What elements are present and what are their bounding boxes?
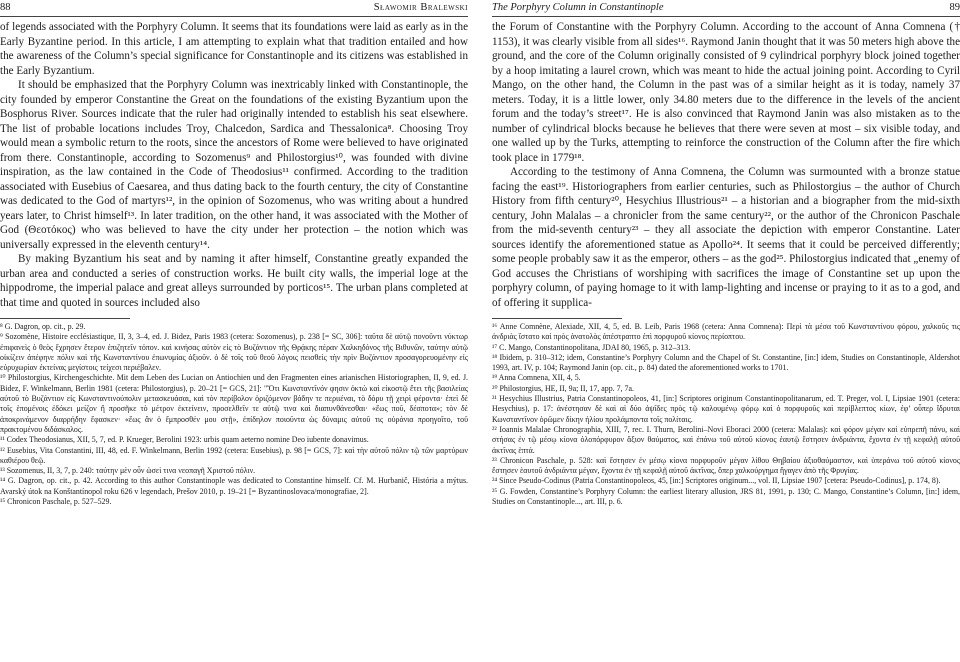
footnote-18: ¹⁸ Ibidem, p. 310–312; idem, Constantine’s Porphyry Column and the Chapel of St. Constantine, [in:] idem, Studies on Constantinople, Aldershot 1993, art. IV, p. 104; Raymond Janin (op. cit., p. 84) dated the aforementioned works to 1701. [492,352,960,373]
right-footnote-rule [492,318,622,319]
footnote-8: ⁸ G. Dagron, op. cit., p. 29. [0,322,86,331]
right-running-head: The Porphyry Column in Constantinople [492,2,664,13]
right-page-number: 89 [949,2,960,13]
footnote-13: ¹³ Sozomenus, II, 3, 7, p. 240: ταύτην μὲν οὖν ὡσεὶ τινα νεοπαγῆ Χριστοῦ πόλιν. [0,466,256,476]
footnote-24: ²⁴ Since Pseudo-Codinus (Patria Constantinopoleos, 45, [in:] Scriptores originum..., vol. II, Lipsiae 1907 [cetera: Pseudo-Codinus], p. 174, 8). [492,476,941,486]
footnote-15: ¹⁵ Chronicon Paschale, p. 527–529. [0,497,112,507]
footnote-17: ¹⁷ C. Mango, Constantinopolitana, JDAI 80, 1965, p. 312–313. [492,342,691,352]
left-page-number: 88 [0,2,11,13]
footnote-10: ¹⁰ Philostorgius, Kirchengeschichte. Mit dem Leben des Lucian on Antiochien und den Fragmenten eines arianischen Historiographen, II, 9, ed. J. Bidez, F. Winkelmann, Berlin 1981 (cetera: Philostorgius), p. 20–21 [= GCS, 21]: "Ὅτι Κωνσταντῖνόν φησιν ὀκτὼ καὶ εἰκοστῷ ἔτει τῆς βασιλείας αὐτοῦ τὸ Βυζάντιον εἰς Κωνσταντινούπολιν μετασκευάσαι, καὶ τὸν περίβολον ὁριζόμενον βάδην τε περιιέναι, τὸ δόρυ τῇ χειρὶ φέροντα· ἐπεὶ δὲ τοῖς ἑπομένοις ἐδόκει μείζον ἢ προσῆκε τὸ μέτρον ἐκτείνειν, προσελθεῖν τε αὐτῷ τινα καὶ διαπυνθάνεσθαι· «ἕως ποῦ, δέσποτα»; τὸν δὲ ἀποκρινάμενον διαρρήδην ἔφασκεν· «ἕως ἂν ὁ ἔμπροσθέν μου στῇ», ἐπίδηλον ποιοῦντα ὡς δύναμις αὐτοῦ τις οὐράνια προηγοῖτο, τοῦ πρακτομένου διδάσκαλος. [0,373,468,434]
left-header [0,0,468,17]
left-running-head: Sławomir Bralewski [373,2,468,13]
footnote-16: ¹⁶ Anne Comnène, Alexiade, XII, 4, 5, ed. B. Leib, Paris 1968 (cetera: Anna Comnena): Περὶ τὰ μέσα τοῦ Κωνσταντίνου φόρου, χαλκοῦς τις ἀνδριὰς ἵστατο καὶ πρὸς ἀνατολὰς ἀπέστραπτο ἐπὶ πορφυροῦ κίονος περίοπτου. [492,322,960,342]
footnote-11: ¹¹ Codex Theodosianus, XII, 5, 7, ed. P. Krueger, Berolini 1923: urbis quam aeterno nomine Deo iubente donavimus. [0,435,369,445]
left-body-text [0,20,468,310]
left-page [0,0,468,662]
right-body-text [492,20,960,310]
right-header [492,0,960,17]
footnote-20: ²⁰ Philostorgius, HE, II, 9a; II, 17, app. 7, 7a. [492,383,634,393]
footnote-21: ²¹ Hesychius Illustrius, Patria Constantinopoleos, 41, [in:] Scriptores originum Constantinopolitanarum, ed. T. Preger, vol. I, Lipsiae 1901 (cetera: Hesychius), p. 17: ἀνέστησαν δὲ καὶ αἱ δύο ἁψῖδες πρὸς τῷ καλουμένῳ φόρῳ καὶ ὁ πορφυροῦς καὶ περίβλεπτος κίων, ἐφ’ οὗπερ ἵδρυται Κωνσταντῖνον ὁρῶμεν δίκην ἡλίου προλάμποντα τοῖς πολίταις. [492,394,960,424]
left-paragraph-3: By making Byzantium his seat and by naming it after himself, Constantine greatly expanded the urban area and conducted a series of construction works. He built city walls, the imperial loge at the hippodrome, the imperial palace and great alleys surrounded by porticos¹⁵. The urban plans completed at that time and quoted in sources included also [0,253,468,309]
left-paragraph-1: of legends associated with the Porphyry Column. It seems that its foundations were laid as early as in the Early Byzantine period. In this article, I am attempting to explain what that tradition entailed and how the awareness of the Column’s special significance for Constantinople and its citizens was established in the Early Byzantium. [0,21,468,77]
footnote-9: ⁹ Sozomène, Histoire ecclésiastique, II, 3, 3–4, ed. J. Bidez, Paris 1983 (cetera: Sozomenus), p. 238 [= SC, 306]: ταῦτα δὲ αὐτῷ πονοῦντι νύκτωρ ἐπιφανεὶς ὁ θεὸς ἔχρησεν ἕτερον ἐπιζητεῖν τόπον. καὶ κινήσας αὐτὸν εἰς τὸ Βυζάντιον τῆς Θρᾴκης πέραν Χαλκηδόνος τῆς Βιθυνῶν, ταύτην αὐτῷ οἰκίζειν ἀπέφηνε πόλιν καὶ τῆς Κωνσταντίνου ἐπωνυμίας ἀξιοῦν. ὁ δὲ τοῖς τοῦ θεοῦ λόγοις πεισθεὶς τὴν πρὶν Βυζάντιον προσαγορευομένην εἰς εὐρυχωρίαν ἐκτείνας μεγίστοις τείχεσι περιέβαλεν. [0,332,468,373]
left-paragraph-2: It should be emphasized that the Porphyry Column was inextricably linked with Constantinople, the city founded by emperor Constantine the Great on the foundations of the existing Byzantium upon the Bosphorus River. Sources indicate that the ruler had originally intended to establish his seat elsewhere. The list of probable locations includes Troy, Chalcedon, Sardica and Thessalonica⁸. Choosing Troy would mean a symbolic return to the roots, since the ancestors of Rome were believed to have originated from there. Constantinople, according to Sozomenus⁹ and Philostorgius¹⁰, was founded with divine inspiration, as the law contained in the Code of Theodosius¹¹ confirmed. According to the tradition associated with Eusebius of Caesarea, and thus dating back to the fourth century, the city of Constantine was dedicated to the God of martyrs¹², in the opinion of Sozomenus, who was writing about a hundred years later, to Christ himself¹³. In later tradition, on the other hand, it was associated with the Mother of God (Θεοτόκος) who was believed to have the city under her protection – the notion which was universally expressed in the eleventh century¹⁴. [0,79,468,251]
footnote-22: ²² Ioannis Malalae Chronographia, XIII, 7, rec. I. Thurn, Berolini–Novi Eboraci 2000 (cetera: Malalas): καὶ φόρον μέγαν καὶ εὐπρεπῆ πάνυ, καὶ στήσας ἐν τῷ μέσῳ κίονα ὁλοπόρφυρον ἄξιον θαύματος, καὶ ἐπάνω τοῦ αὐτοῦ κίονος ἑαυτῷ ἔστησεν ἀνδριάντα, ἔχοντα ἐν τῇ κεφαλῇ αὐτοῦ ἀκτῖνας ἑπτά. [492,424,960,455]
footnote-23: ²³ Chronicon Paschale, p. 528: καὶ ἔστησεν ἐν μέσῳ κίονα πορφυροῦν μέγαν λίθου Θηβαίου ἀξιοθαύμαστον, καὶ ὑπεράνω τοῦ αὐτοῦ κίονος ἔστησεν ἑαυτοῦ ἀνδριάντα μέγαν, ἔχοντα ἐν τῇ κεφαλῇ αὐτοῦ ἀκτῖνας, ὅπερ χαλκούργημα ἤγαγεν ἀπὸ τῆς Φρυγίας. [492,455,960,476]
footnote-25: ²⁵ G. Fowden, Constantine’s Porphyry Column: the earliest literary allusion, JRS 81, 1991, p. 130; C. Mango, Constantine’s Column, [in:] idem, Studies on Constantinople..., art. III, p. 6. [492,486,960,507]
left-footnote-rule [0,318,130,319]
right-paragraph-1: the Forum of Constantine with the Porphyry Column. According to the account of Anna Comnena († 1153), it was clearly visible from all sides¹⁶. Raymond Janin thought that it was 50 meters high above the ground, and the core of the Column originally consisted of 9 cylindrical porphyry block joined together by a hoop imitating a laurel crown, which was meant to hide the actual joining point. According to Cyril Mango, on the other hand, the Column in the past was of a similar height as it is today, namely 37 meters. Today, it is a little lower, only 34.80 meters due to the difference in the levels of the ancient forum and the today’s street¹⁷. He is also convinced that Raymond Janin was also mistaken as to the number of cylindrical blocks because he believes that there were seven at most – six visible today, and one walled up by the Turks, attempting to reinforce the construction of the Column after the fire which took place in 1779¹⁸. [492,21,960,164]
footnote-14: ¹⁴ G. Dagron, op. cit., p. 42. According to this author Constantinople was dedicated to Constantine himself. Cf. M. Hurbanič, História a mýtus. Avarský útok na Konštantínopol roku 626 v legendach, Prešov 2010, p. 19–21 [= Byzantinoslovaca/monografiae, 2]. [0,476,468,496]
right-page [492,0,960,662]
right-footnotes [492,322,960,507]
footnote-19: ¹⁹ Anna Comnena, XII, 4, 5. [492,373,581,383]
footnote-12: ¹² Eusebius, Vita Constantini, III, 48, ed. F. Winkelmann, Berlin 1992 (cetera: Eusebius), p. 98 [= GCS, 7]: καὶ τὴν αὐτοῦ πόλιν τῷ τῶν μαρτύρων καθιέρου θεῷ. [0,445,468,465]
left-footnotes [0,322,468,507]
right-paragraph-2: According to the testimony of Anna Comnena, the Column was surmounted with a bronze statue facing the east¹⁹. Historiographers from earlier centuries, such as Philostorgius – the author of Church History from fifth century²⁰, Hesychius Illustrious²¹ – a historian and a biographer from the mid-sixth century, John Malalas – a chronicler from the same century²², or the author of the Chronicon Paschale from the mid-seventh century²³ – they all associate the depiction with emperor Constantine. Later sources identify the aforementioned statue as Apollo²⁴. It seems that it could be perceived differently; some people probably saw it as the emperor, others – as the god²⁵. Philostorgius indicated that „enemy of God accuses the Christians of worshiping with sacrifices the image of Constantine set up upon the porphyry column, of paying homage to it with lamp-lighting and incense or praying to it as to a god, and of offering it supplica- [492,166,960,309]
